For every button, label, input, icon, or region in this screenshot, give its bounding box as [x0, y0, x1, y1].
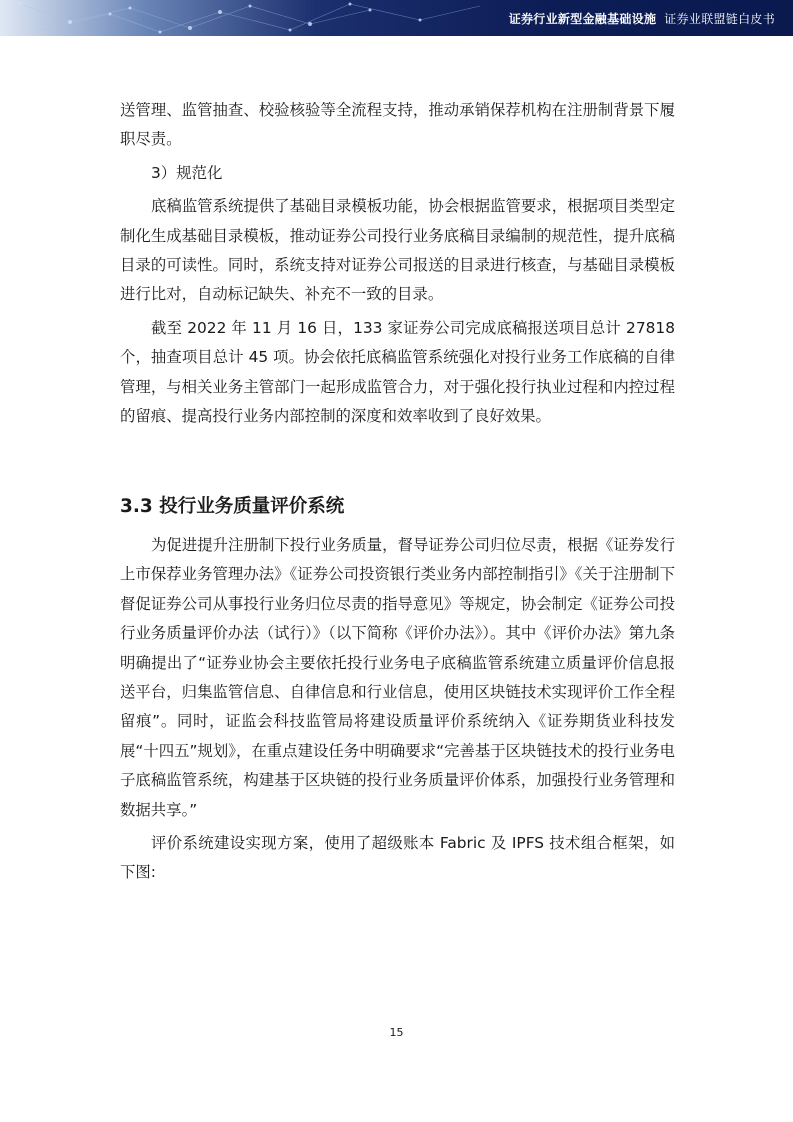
- page-number: 15: [389, 1026, 404, 1039]
- header-title-sub: 证券业联盟链白皮书: [664, 12, 775, 26]
- paragraph-statistics: 截至 2022 年 11 月 16 日，133 家证券公司完成底稿报送项目总计 27818 个，抽查项目总计 45 项。协会依托底稿监管系统强化对投行业务工作底稿的自律管理，与相关业务主管部门一起形成监管合力，对于强化投行执业过程和内控过程的留痕、提高投行业务内部控制的深度和效率收到了良好效果。: [120, 318, 675, 426]
- header-title: [509, 10, 775, 27]
- header-band: [0, 0, 793, 36]
- header-title-main: 证券行业新型金融基础设施: [508, 12, 657, 26]
- paragraph-continuation: 送管理、监管抽查、校验核验等全流程支持，推动承销保荐机构在注册制背景下履职尽责。: [120, 101, 675, 149]
- list-item-standardization: 3）规范化: [151, 163, 223, 182]
- section-body: [120, 531, 675, 888]
- body-text: [120, 96, 675, 431]
- paragraph-implementation: 评价系统建设实现方案，使用了超级账本 Fabric 及 IPFS 技术组合框架，如下图:: [120, 834, 675, 882]
- paragraph-evaluation-basis: 为促进提升注册制下投行业务质量，督导证券公司归位尽责，根据《证券发行上市保荐业务管理办法》《证券公司投资银行类业务内部控制指引》《关于注册制下督促证券公司从事投行业务归位尽责的指导意见》等规定，协会制定《证券公司投行业务质量评价办法（试行）》（以下简称《评价办法》）。其中《评价办法》第九条明确提出了“证券业协会主要依托投行业务电子底稿监管系统建立质量评价信息报送平台，归集监管信息、自律信息和行业信息，使用区块链技术实现评价工作全程留痕”。同时，证监会科技监管局将建设质量评价系统纳入《证券期货业科技发展“十四五”规划》，在重点建设任务中明确要求“完善基于区块链技术的投行业务电子底稿监管系统，构建基于区块链的投行业务质量评价体系，加强投行业务管理和数据共享。”: [120, 536, 675, 819]
- paragraph-standardization: 底稿监管系统提供了基础目录模板功能，协会根据监管要求，根据项目类型定制化生成基础目录模板，推动证券公司投行业务底稿目录编制的规范性，提升底稿目录的可读性。同时，系统支持对证券公司报送的目录进行核查，与基础目录模板进行比对，自动标记缺失、补充不一致的目录。: [120, 197, 675, 304]
- section-heading: 3.3 投行业务质量评价系统: [120, 496, 345, 517]
